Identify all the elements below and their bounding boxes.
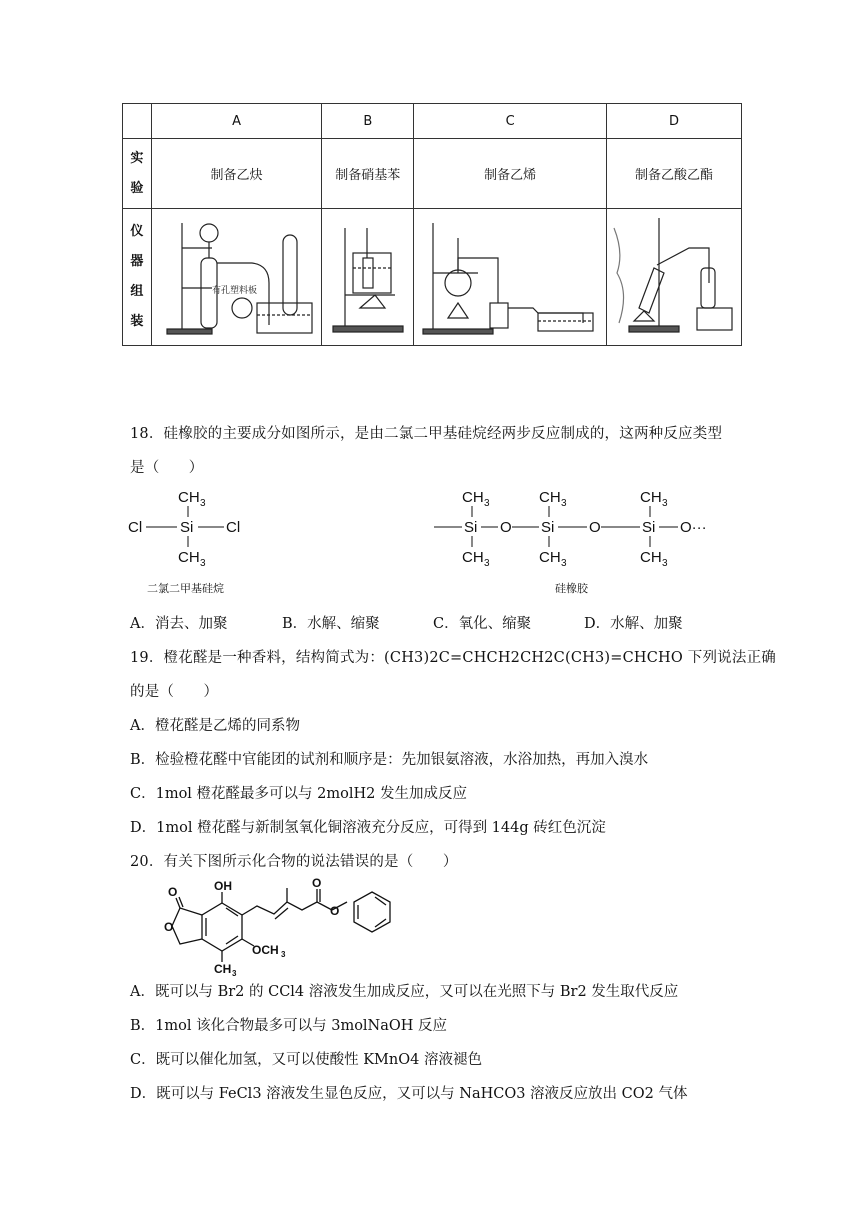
- svg-text:3: 3: [561, 558, 567, 569]
- experiment-d: 制备乙酸乙酯: [607, 139, 742, 209]
- q19-stem-line2: 的是（ ）: [130, 684, 219, 700]
- q18-stem-line1: 18．硅橡胶的主要成分如图所示，是由二氯二甲基硅烷经两步反应制成的，这两种反应类型: [130, 426, 723, 442]
- nitrobenzene-apparatus-diagram: [325, 213, 410, 338]
- q20-option-b[interactable]: B．1mol 该化合物最多可以与 3molNaOH 反应: [130, 1018, 448, 1034]
- svg-text:3: 3: [662, 558, 668, 569]
- q19-stem-line1: 19．橙花醛是一种香料，结构简式为：(CH3)2C=CHCH2CH2C(CH3)=CHCHO 下列说法正确: [130, 650, 776, 666]
- svg-text:O: O: [589, 519, 601, 536]
- svg-text:Si: Si: [541, 519, 555, 536]
- q20-stem: 20．有关下图所示化合物的说法错误的是（ ）: [130, 854, 458, 870]
- svg-text:有孔塑料板: 有孔塑料板: [211, 285, 257, 296]
- experiment-c: 制备乙烯: [414, 139, 607, 209]
- svg-text:O···: O···: [680, 519, 707, 536]
- ethyl-acetate-apparatus-diagram: [609, 213, 739, 338]
- svg-text:3: 3: [484, 558, 490, 569]
- q20-option-c[interactable]: C．既可以催化加氢，又可以使酸性 KMnO4 溶液褪色: [130, 1052, 482, 1068]
- q18-option-d[interactable]: D．水解、加聚: [584, 616, 683, 632]
- header-b: B: [322, 104, 414, 139]
- acetylene-apparatus-diagram: [157, 213, 317, 338]
- svg-text:CH: CH: [178, 549, 200, 566]
- svg-text:Si: Si: [464, 519, 478, 536]
- svg-text:3: 3: [200, 558, 206, 569]
- experiment-a: 制备乙炔: [151, 139, 322, 209]
- svg-text:Si: Si: [642, 519, 656, 536]
- svg-text:Cl: Cl: [226, 519, 241, 536]
- svg-text:OCH: OCH: [252, 943, 279, 957]
- svg-text:O: O: [312, 878, 322, 890]
- row-label-apparatus: 仪 器 组 装: [123, 209, 152, 346]
- svg-text:O: O: [164, 920, 174, 934]
- apparatus-d: [607, 209, 742, 346]
- q19-option-b[interactable]: B．检验橙花醛中官能团的试剂和顺序是：先加银氨溶液，水浴加热，再加入溴水: [130, 752, 649, 768]
- q19-option-a[interactable]: A．橙花醛是乙烯的同系物: [130, 718, 300, 734]
- experiment-table: [122, 103, 742, 346]
- corner-cell: [123, 104, 152, 139]
- svg-text:O: O: [168, 885, 178, 899]
- svg-text:3: 3: [484, 498, 490, 509]
- svg-text:CH: CH: [539, 549, 561, 566]
- svg-text:CH: CH: [539, 489, 561, 506]
- q18-option-b[interactable]: B．水解、缩聚: [282, 616, 380, 632]
- svg-text:3: 3: [281, 950, 286, 959]
- row-label-experiment: 实 验: [123, 139, 152, 209]
- svg-text:O: O: [500, 519, 512, 536]
- caption-silicone-rubber: 硅橡胶: [555, 582, 588, 595]
- svg-text:Si: Si: [180, 519, 194, 536]
- svg-text:3: 3: [561, 498, 567, 509]
- svg-text:CH: CH: [462, 549, 484, 566]
- q18-option-a[interactable]: A．消去、加聚: [130, 616, 228, 632]
- svg-text:Cl: Cl: [128, 519, 143, 536]
- header-c: C: [414, 104, 607, 139]
- silicone-rubber-structure: [434, 484, 724, 569]
- svg-text:CH: CH: [640, 549, 662, 566]
- caption-dichlorodimethylsilane: 二氯二甲基硅烷: [147, 582, 224, 595]
- svg-text:CH: CH: [178, 489, 200, 506]
- apparatus-b: [322, 209, 414, 346]
- apparatus-c: [414, 209, 607, 346]
- svg-text:3: 3: [232, 969, 237, 976]
- header-a: A: [151, 104, 322, 139]
- svg-text:3: 3: [662, 498, 668, 509]
- q19-option-d[interactable]: D．1mol 橙花醛与新制氢氧化铜溶液充分反应，可得到 144g 砖红色沉淀: [130, 820, 606, 836]
- q19-option-c[interactable]: C．1mol 橙花醛最多可以与 2molH2 发生加成反应: [130, 786, 467, 802]
- svg-text:CH: CH: [214, 962, 232, 976]
- ethylene-apparatus-diagram: [418, 213, 603, 338]
- header-d: D: [607, 104, 742, 139]
- experiment-b: 制备硝基苯: [322, 139, 414, 209]
- q18-option-c[interactable]: C．氧化、缩聚: [433, 616, 532, 632]
- q20-option-a[interactable]: A．既可以与 Br2 的 CCl4 溶液发生加成反应，又可以在光照下与 Br2 发生取代反应: [130, 984, 679, 1000]
- svg-text:CH: CH: [640, 489, 662, 506]
- svg-text:3: 3: [200, 498, 206, 509]
- mycophenolate-benzyl-ester-structure: [162, 878, 412, 976]
- q20-option-d[interactable]: D．既可以与 FeCl3 溶液发生显色反应，又可以与 NaHCO3 溶液反应放出 CO2 气体: [130, 1086, 688, 1102]
- svg-text:OH: OH: [214, 879, 232, 893]
- svg-text:O: O: [330, 904, 340, 918]
- apparatus-a: [151, 209, 322, 346]
- q18-stem-line2: 是（ ）: [130, 460, 204, 476]
- dichlorodimethylsilane-structure: [128, 484, 258, 569]
- svg-text:CH: CH: [462, 489, 484, 506]
